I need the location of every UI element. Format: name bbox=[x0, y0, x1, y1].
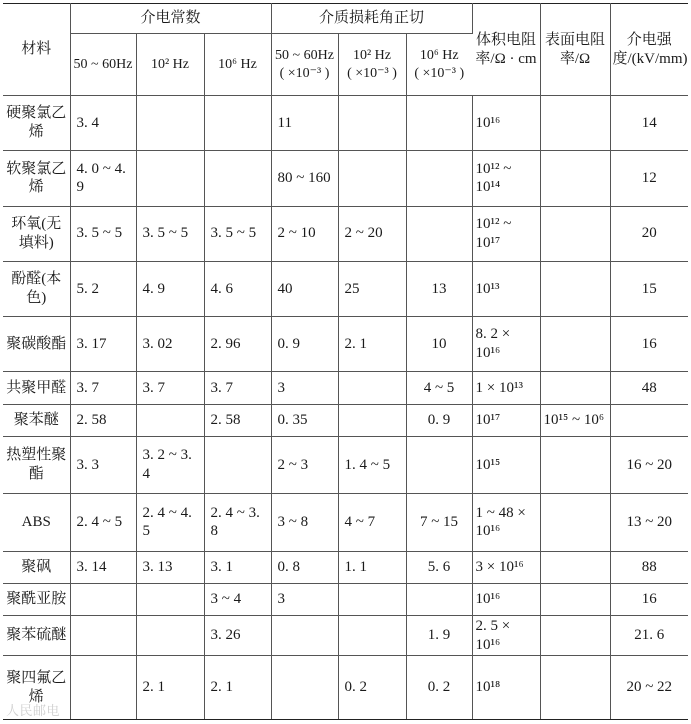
loss-tangent-10-2hz-cell bbox=[338, 96, 406, 151]
table-body bbox=[3, 96, 688, 720]
dielectric-constant-50-60hz-cell: 4. 0 ~ 4. 9 bbox=[70, 151, 136, 206]
surface-resistivity-cell bbox=[540, 96, 610, 151]
dielectric-strength-cell: 15 bbox=[610, 261, 688, 316]
material-cell: 共聚甲醛 bbox=[3, 372, 70, 404]
loss-tangent-50-60hz-cell: 0. 8 bbox=[271, 551, 338, 583]
loss-tangent-50-60hz-cell bbox=[271, 656, 338, 720]
dielectric-constant-50-60hz-cell: 3. 7 bbox=[70, 372, 136, 404]
table-row bbox=[3, 404, 688, 436]
volume-resistivity-cell: 3 × 10¹⁶ bbox=[472, 551, 540, 583]
table-row bbox=[3, 436, 688, 493]
material-cell: 软聚氯乙烯 bbox=[3, 151, 70, 206]
loss-tangent-50-60hz-cell: 40 bbox=[271, 261, 338, 316]
volume-resistivity-cell: 10¹⁷ bbox=[472, 404, 540, 436]
dielectric-constant-10-2hz-cell: 4. 9 bbox=[136, 261, 204, 316]
dielectric-constant-50-60hz-cell: 3. 3 bbox=[70, 436, 136, 493]
dielectric-strength-cell: 48 bbox=[610, 372, 688, 404]
surface-resistivity-cell bbox=[540, 583, 610, 615]
header-lt-unit: ( ×10⁻³ ) bbox=[279, 65, 330, 81]
loss-tangent-10-2hz-cell bbox=[338, 404, 406, 436]
table-row bbox=[3, 616, 688, 656]
loss-tangent-10-2hz-cell: 4 ~ 7 bbox=[338, 494, 406, 551]
dielectric-constant-10-6hz-cell bbox=[204, 151, 271, 206]
loss-tangent-50-60hz-cell: 0. 35 bbox=[271, 404, 338, 436]
loss-tangent-10-6hz-cell: 13 bbox=[406, 261, 472, 316]
dielectric-constant-10-2hz-cell: 2. 1 bbox=[136, 656, 204, 720]
dielectric-constant-50-60hz-cell: 3. 4 bbox=[70, 96, 136, 151]
loss-tangent-10-2hz-cell: 1. 1 bbox=[338, 551, 406, 583]
surface-resistivity-cell bbox=[540, 151, 610, 206]
header-lt-50-60hz bbox=[271, 34, 338, 96]
dielectric-constant-10-6hz-cell: 4. 6 bbox=[204, 261, 271, 316]
header-dc-10-6hz: 10⁶ Hz bbox=[204, 34, 271, 96]
loss-tangent-50-60hz-cell: 80 ~ 160 bbox=[271, 151, 338, 206]
loss-tangent-10-6hz-cell: 0. 2 bbox=[406, 656, 472, 720]
dielectric-constant-10-2hz-cell: 3. 13 bbox=[136, 551, 204, 583]
volume-resistivity-cell: 10¹³ bbox=[472, 261, 540, 316]
loss-tangent-50-60hz-cell: 2 ~ 10 bbox=[271, 206, 338, 261]
volume-resistivity-cell: 2. 5 × 10¹⁶ bbox=[472, 616, 540, 656]
dielectric-constant-10-6hz-cell: 3. 7 bbox=[204, 372, 271, 404]
surface-resistivity-cell: 10¹⁵ ~ 10⁶ bbox=[540, 404, 610, 436]
material-cell: 环氧(无填料) bbox=[3, 206, 70, 261]
surface-resistivity-cell bbox=[540, 317, 610, 372]
loss-tangent-50-60hz-cell: 3 bbox=[271, 583, 338, 615]
dielectric-strength-cell: 20 ~ 22 bbox=[610, 656, 688, 720]
dielectric-strength-cell: 20 bbox=[610, 206, 688, 261]
loss-tangent-10-6hz-cell: 1. 9 bbox=[406, 616, 472, 656]
surface-resistivity-cell bbox=[540, 616, 610, 656]
dielectric-constant-10-2hz-cell bbox=[136, 404, 204, 436]
dielectric-strength-cell: 13 ~ 20 bbox=[610, 494, 688, 551]
dielectric-constant-10-6hz-cell: 3. 1 bbox=[204, 551, 271, 583]
dielectric-constant-10-6hz-cell: 2. 58 bbox=[204, 404, 271, 436]
table-row bbox=[3, 494, 688, 551]
dielectric-constant-10-2hz-cell: 3. 02 bbox=[136, 317, 204, 372]
header-volume-resistivity: 体积电阻率/Ω · cm bbox=[472, 4, 540, 96]
loss-tangent-10-2hz-cell: 1. 4 ~ 5 bbox=[338, 436, 406, 493]
dielectric-constant-10-2hz-cell: 2. 4 ~ 4. 5 bbox=[136, 494, 204, 551]
dielectric-constant-10-6hz-cell: 3 ~ 4 bbox=[204, 583, 271, 615]
table-row bbox=[3, 261, 688, 316]
loss-tangent-10-2hz-cell bbox=[338, 583, 406, 615]
header-loss-tangent: 介质损耗角正切 bbox=[271, 4, 472, 34]
dielectric-strength-cell bbox=[610, 404, 688, 436]
header-lt-10-6hz bbox=[406, 34, 472, 96]
dielectric-constant-10-6hz-cell bbox=[204, 436, 271, 493]
surface-resistivity-cell bbox=[540, 494, 610, 551]
loss-tangent-50-60hz-cell bbox=[271, 616, 338, 656]
table-row bbox=[3, 656, 688, 720]
dielectric-constant-10-2hz-cell: 3. 5 ~ 5 bbox=[136, 206, 204, 261]
dielectric-constant-50-60hz-cell bbox=[70, 583, 136, 615]
volume-resistivity-cell: 10¹⁶ bbox=[472, 96, 540, 151]
material-cell: 聚砜 bbox=[3, 551, 70, 583]
surface-resistivity-cell bbox=[540, 372, 610, 404]
material-cell: 聚苯硫醚 bbox=[3, 616, 70, 656]
loss-tangent-50-60hz-cell: 3 ~ 8 bbox=[271, 494, 338, 551]
volume-resistivity-cell: 10¹⁸ bbox=[472, 656, 540, 720]
dielectric-constant-10-2hz-cell: 3. 7 bbox=[136, 372, 204, 404]
material-cell: 聚酰亚胺 bbox=[3, 583, 70, 615]
volume-resistivity-cell: 10¹² ~ 10¹⁴ bbox=[472, 151, 540, 206]
loss-tangent-50-60hz-cell: 3 bbox=[271, 372, 338, 404]
dielectric-strength-cell: 16 bbox=[610, 583, 688, 615]
dielectric-strength-cell: 16 bbox=[610, 317, 688, 372]
loss-tangent-10-6hz-cell bbox=[406, 583, 472, 615]
dielectric-strength-cell: 14 bbox=[610, 96, 688, 151]
dielectric-constant-50-60hz-cell bbox=[70, 616, 136, 656]
dielectric-constant-10-6hz-cell: 3. 5 ~ 5 bbox=[204, 206, 271, 261]
material-cell: 硬聚氯乙烯 bbox=[3, 96, 70, 151]
dielectric-constant-50-60hz-cell: 2. 4 ~ 5 bbox=[70, 494, 136, 551]
dielectric-constant-50-60hz-cell: 2. 58 bbox=[70, 404, 136, 436]
dielectric-constant-50-60hz-cell: 3. 5 ~ 5 bbox=[70, 206, 136, 261]
table-row bbox=[3, 206, 688, 261]
dielectric-constant-10-6hz-cell: 2. 4 ~ 3. 8 bbox=[204, 494, 271, 551]
loss-tangent-10-2hz-cell: 25 bbox=[338, 261, 406, 316]
loss-tangent-50-60hz-cell: 2 ~ 3 bbox=[271, 436, 338, 493]
material-cell: 聚四氟乙烯 bbox=[3, 656, 70, 720]
table-row bbox=[3, 372, 688, 404]
dielectric-constant-50-60hz-cell: 3. 17 bbox=[70, 317, 136, 372]
header-lt-10-2hz bbox=[338, 34, 406, 96]
dielectric-constant-10-2hz-cell bbox=[136, 583, 204, 615]
material-cell: ABS bbox=[3, 494, 70, 551]
volume-resistivity-cell: 10¹⁶ bbox=[472, 583, 540, 615]
table-row bbox=[3, 317, 688, 372]
header-dc-10-2hz: 10² Hz bbox=[136, 34, 204, 96]
header-lt-unit: ( ×10⁻³ ) bbox=[347, 65, 397, 81]
dielectric-constant-10-6hz-cell: 3. 26 bbox=[204, 616, 271, 656]
surface-resistivity-cell bbox=[540, 551, 610, 583]
loss-tangent-50-60hz-cell: 0. 9 bbox=[271, 317, 338, 372]
table-row bbox=[3, 551, 688, 583]
header-dc-50-60hz: 50 ~ 60Hz bbox=[70, 34, 136, 96]
dielectric-constant-10-2hz-cell: 3. 2 ~ 3. 4 bbox=[136, 436, 204, 493]
loss-tangent-50-60hz-cell: 11 bbox=[271, 96, 338, 151]
loss-tangent-10-6hz-cell: 10 bbox=[406, 317, 472, 372]
material-cell: 聚碳酸酯 bbox=[3, 317, 70, 372]
header-material: 材料 bbox=[3, 4, 70, 96]
dielectric-constant-50-60hz-cell: 3. 14 bbox=[70, 551, 136, 583]
dielectric-constant-10-6hz-cell bbox=[204, 96, 271, 151]
material-cell: 热塑性聚酯 bbox=[3, 436, 70, 493]
surface-resistivity-cell bbox=[540, 656, 610, 720]
volume-resistivity-cell: 10¹² ~ 10¹⁷ bbox=[472, 206, 540, 261]
dielectric-strength-cell: 88 bbox=[610, 551, 688, 583]
loss-tangent-10-2hz-cell bbox=[338, 372, 406, 404]
dielectric-strength-cell: 21. 6 bbox=[610, 616, 688, 656]
table-row bbox=[3, 151, 688, 206]
dielectric-constant-10-6hz-cell: 2. 1 bbox=[204, 656, 271, 720]
volume-resistivity-cell: 1 × 10¹³ bbox=[472, 372, 540, 404]
dielectric-constant-10-2hz-cell bbox=[136, 96, 204, 151]
surface-resistivity-cell bbox=[540, 206, 610, 261]
header-lt-unit: ( ×10⁻³ ) bbox=[414, 65, 465, 81]
material-cell: 酚醛(本色) bbox=[3, 261, 70, 316]
header-surface-resistivity: 表面电阻率/Ω bbox=[540, 4, 610, 96]
dielectric-constant-10-2hz-cell bbox=[136, 151, 204, 206]
loss-tangent-10-2hz-cell: 0. 2 bbox=[338, 656, 406, 720]
dielectric-constant-10-2hz-cell bbox=[136, 616, 204, 656]
loss-tangent-10-6hz-cell: 7 ~ 15 bbox=[406, 494, 472, 551]
header-lt-freq: 50 ~ 60Hz bbox=[275, 48, 334, 63]
loss-tangent-10-6hz-cell bbox=[406, 436, 472, 493]
table-row bbox=[3, 583, 688, 615]
surface-resistivity-cell bbox=[540, 436, 610, 493]
loss-tangent-10-2hz-cell: 2. 1 bbox=[338, 317, 406, 372]
volume-resistivity-cell: 8. 2 × 10¹⁶ bbox=[472, 317, 540, 372]
dielectric-strength-cell: 12 bbox=[610, 151, 688, 206]
header-lt-freq: 10⁶ Hz bbox=[419, 48, 459, 63]
table-row bbox=[3, 96, 688, 151]
volume-resistivity-cell: 10¹⁵ bbox=[472, 436, 540, 493]
header-dielectric-strength: 介电强度/(kV/mm) bbox=[610, 4, 688, 96]
dielectric-strength-cell: 16 ~ 20 bbox=[610, 436, 688, 493]
surface-resistivity-cell bbox=[540, 261, 610, 316]
loss-tangent-10-2hz-cell: 2 ~ 20 bbox=[338, 206, 406, 261]
dielectric-constant-10-6hz-cell: 2. 96 bbox=[204, 317, 271, 372]
dielectric-constant-50-60hz-cell bbox=[70, 656, 136, 720]
header-lt-freq: 10² Hz bbox=[352, 48, 392, 63]
loss-tangent-10-6hz-cell: 0. 9 bbox=[406, 404, 472, 436]
materials-electrical-properties-table bbox=[3, 3, 688, 720]
loss-tangent-10-6hz-cell bbox=[406, 96, 472, 151]
watermark-logo: 人民邮电 bbox=[6, 703, 61, 718]
loss-tangent-10-6hz-cell bbox=[406, 206, 472, 261]
loss-tangent-10-6hz-cell: 5. 6 bbox=[406, 551, 472, 583]
header-dielectric-constant: 介电常数 bbox=[70, 4, 271, 34]
loss-tangent-10-2hz-cell bbox=[338, 151, 406, 206]
material-cell: 聚苯醚 bbox=[3, 404, 70, 436]
dielectric-constant-50-60hz-cell: 5. 2 bbox=[70, 261, 136, 316]
volume-resistivity-cell: 1 ~ 48 × 10¹⁶ bbox=[472, 494, 540, 551]
loss-tangent-10-6hz-cell bbox=[406, 151, 472, 206]
loss-tangent-10-2hz-cell bbox=[338, 616, 406, 656]
loss-tangent-10-6hz-cell: 4 ~ 5 bbox=[406, 372, 472, 404]
